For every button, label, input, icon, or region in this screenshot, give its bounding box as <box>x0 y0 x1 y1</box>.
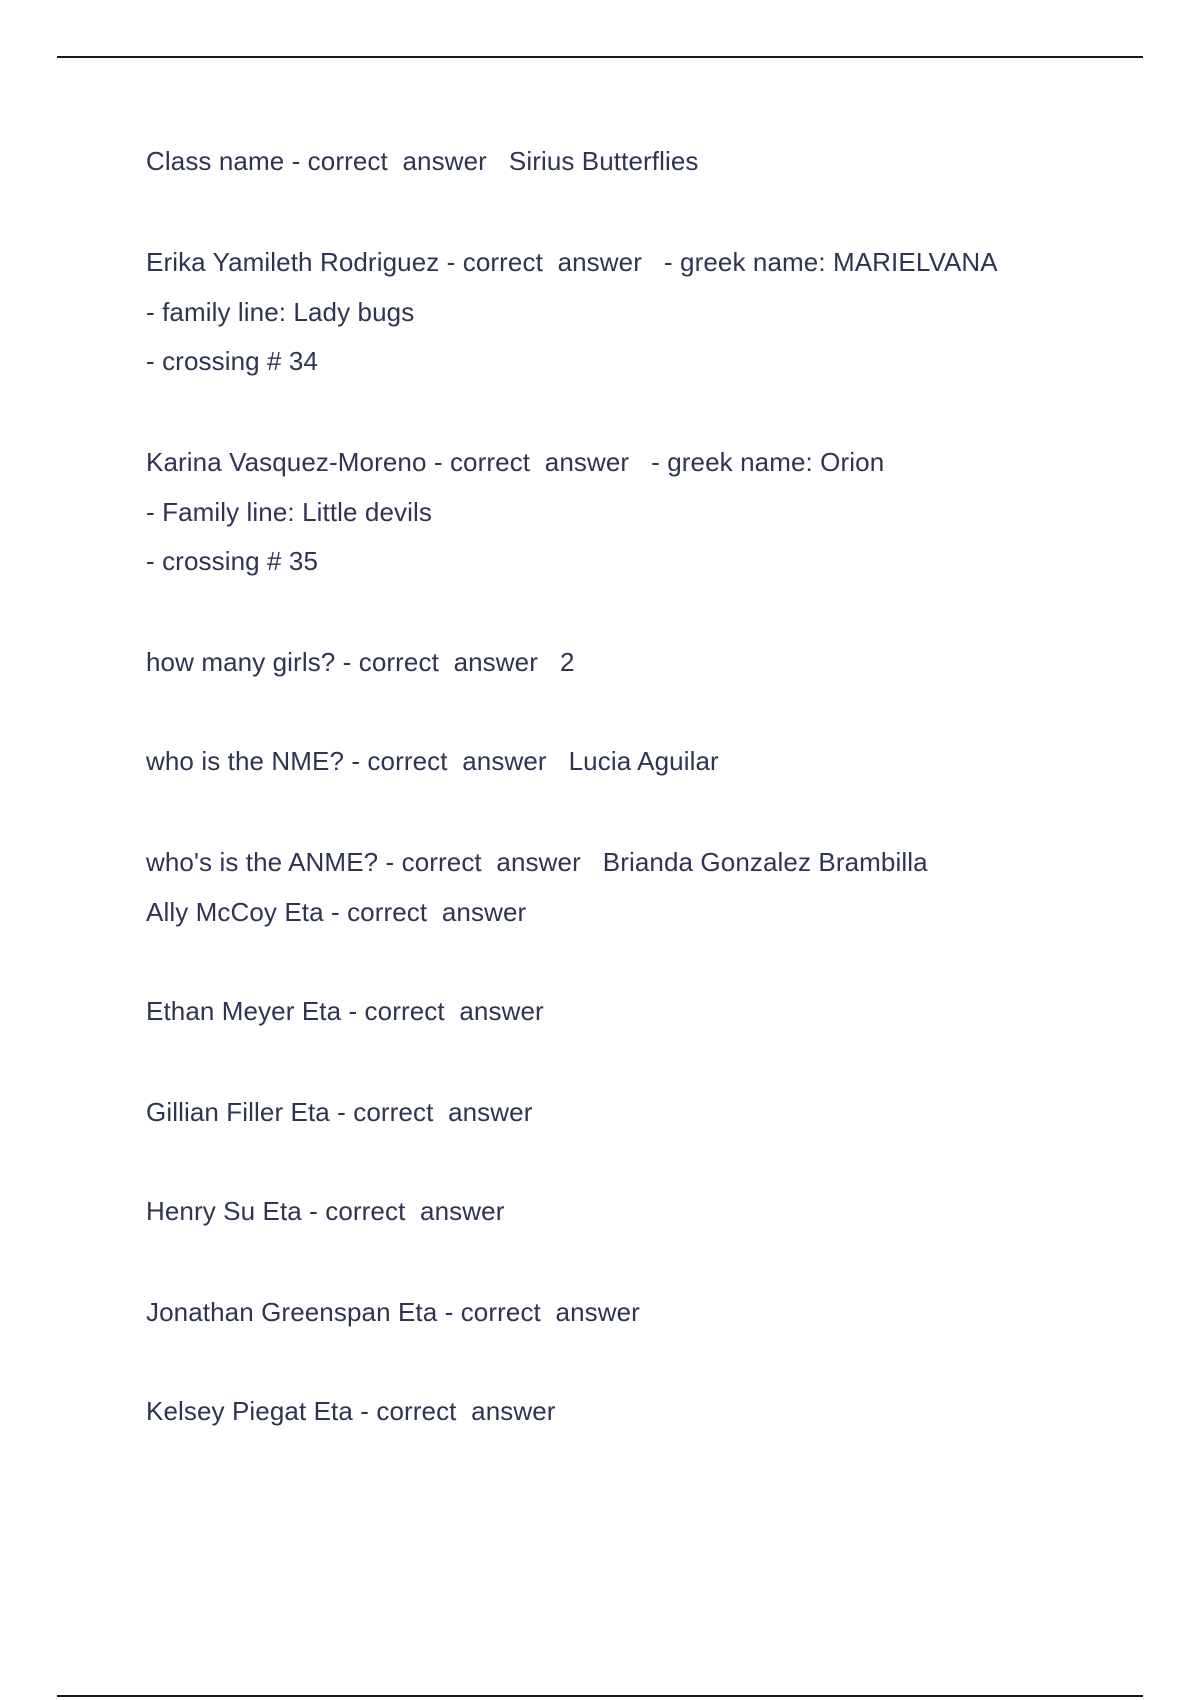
erika-family-line: - family line: Lady bugs <box>146 297 415 327</box>
ally-mccoy-line: Ally McCoy Eta - correct answer <box>146 897 527 927</box>
class-name-line: Class name - correct answer Sirius Butterflies <box>146 146 699 176</box>
karina-crossing-line: - crossing # 35 <box>146 546 319 576</box>
gillian-filler-line: Gillian Filler Eta - correct answer <box>146 1097 533 1127</box>
header-rule <box>57 56 1143 58</box>
nme-line: who is the NME? - correct answer Lucia Aguilar <box>146 746 719 776</box>
karina-family-line: - Family line: Little devils <box>146 497 432 527</box>
girls-count-line: how many girls? - correct answer 2 <box>146 647 575 677</box>
kelsey-piegat-line: Kelsey Piegat Eta - correct answer <box>146 1396 556 1426</box>
karina-greek-name-line: Karina Vasquez-Moreno - correct answer - greek name: Orion <box>146 447 885 477</box>
ethan-meyer-line: Ethan Meyer Eta - correct answer <box>146 996 544 1026</box>
anme-line: who's is the ANME? - correct answer Brianda Gonzalez Brambilla <box>146 847 928 877</box>
erika-crossing-line: - crossing # 34 <box>146 346 319 376</box>
erika-greek-name-line: Erika Yamileth Rodriguez - correct answer - greek name: MARIELVANA <box>146 247 998 277</box>
henry-su-line: Henry Su Eta - correct answer <box>146 1196 505 1226</box>
footer-rule <box>57 1695 1143 1697</box>
jonathan-greenspan-line: Jonathan Greenspan Eta - correct answer <box>146 1297 640 1327</box>
